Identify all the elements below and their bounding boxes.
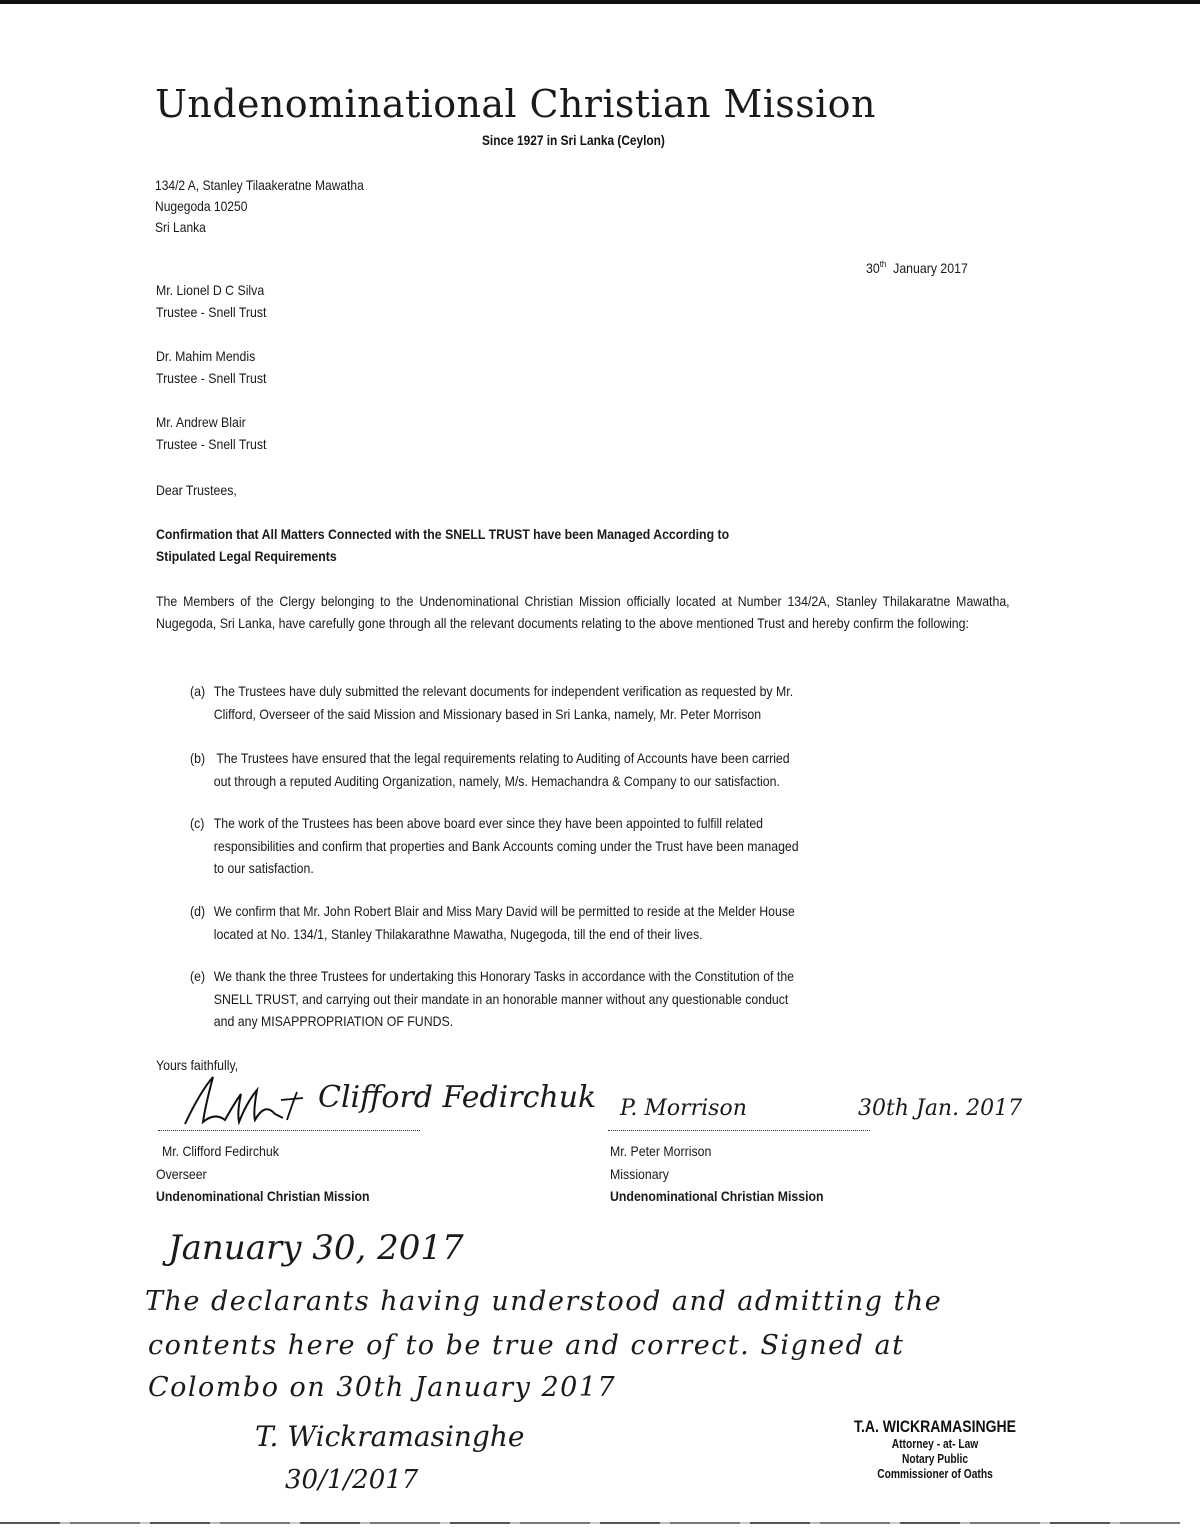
address-line-2: Nugegoda 10250 [155, 198, 248, 214]
item-label: (c) [190, 815, 205, 831]
handwritten-line-1: The declarants having understood and admitting the [145, 1286, 943, 1317]
item-line: and any MISAPPROPRIATION OF FUNDS. [213, 1013, 454, 1029]
recipient-2-role: Trustee - Snell Trust [156, 370, 267, 386]
recipient-3-name: Mr. Andrew Blair [156, 414, 246, 430]
signature-line-2 [608, 1130, 870, 1131]
confirmation-item-c [190, 812, 1008, 880]
item-line: The work of the Trustees has been above board ever since they have been appointed to fulfill related [213, 815, 764, 831]
handwritten-line-2: contents here of to be true and correct. Signed at [148, 1330, 905, 1361]
recipient-3-role: Trustee - Snell Trust [156, 436, 267, 452]
confirmation-item-e [190, 965, 1008, 1033]
scan-bottom-edge [0, 1522, 1180, 1524]
recipient-1-role: Trustee - Snell Trust [156, 304, 267, 320]
signatory-2-name: Mr. Peter Morrison [610, 1143, 712, 1159]
notary-sign-date: 30/1/2017 [285, 1465, 419, 1495]
stamp-line: Attorney - at- Law [891, 1437, 979, 1451]
signatory-1-title: Overseer [156, 1166, 207, 1182]
stamp-line: Commissioner of Oaths [877, 1467, 993, 1481]
confirmation-item-a [190, 680, 1008, 725]
item-label: (a) [190, 683, 206, 699]
letterhead-title: Undenominational Christian Mission [155, 82, 876, 126]
closing: Yours faithfully, [156, 1057, 239, 1073]
item-line: The Trustees have ensured that the legal requirements relating to Auditing of Accounts have been carried [216, 750, 790, 766]
letter-date [866, 259, 968, 276]
item-label: (b) [190, 750, 206, 766]
item-line: Clifford, Overseer of the said Mission and Missionary based in Sri Lanka, namely, Mr. Peter Morrison [213, 705, 762, 722]
stamp-name: T.A. WICKRAMASINGHE [853, 1418, 1017, 1436]
scan-top-edge [0, 0, 1200, 4]
item-line: SNELL TRUST, and carrying out their mandate in an honorable manner without any questionable conduct [213, 990, 789, 1007]
item-label: (e) [190, 968, 206, 984]
subject-line-2: Stipulated Legal Requirements [156, 548, 337, 564]
signature-line-1 [158, 1130, 420, 1131]
signatory-1-name: Mr. Clifford Fedirchuk [162, 1143, 279, 1159]
date-suffix: th [879, 259, 887, 269]
signatory-2-title: Missionary [610, 1166, 669, 1182]
notary-stamp [815, 1418, 1055, 1482]
item-label: (d) [190, 903, 206, 919]
address-line-3: Sri Lanka [155, 219, 206, 235]
confirmation-item-b [190, 747, 1008, 792]
item-line: responsibilities and confirm that properties and Bank Accounts coming under the Trust have been managed [213, 837, 799, 854]
handwritten-line-3: Colombo on 30th January 2017 [148, 1372, 617, 1403]
salutation: Dear Trustees, [156, 482, 237, 498]
date-day: 30 [866, 260, 880, 276]
subject-line-1: Confirmation that All Matters Connected with the SNELL TRUST have been Managed According to [156, 526, 730, 542]
signature-morrison-date: 30th Jan. 2017 [858, 1096, 1023, 1121]
confirmation-item-d [190, 900, 1008, 945]
recipient-1-name: Mr. Lionel D C Silva [156, 282, 265, 298]
signatory-1-org: Undenominational Christian Mission [156, 1188, 370, 1204]
letterhead-tagline: Since 1927 in Sri Lanka (Ceylon) [482, 133, 665, 148]
item-line: We thank the three Trustees for undertaking this Honorary Tasks in accordance with the Constitution of the [213, 968, 795, 984]
recipient-2-name: Dr. Mahim Mendis [156, 348, 256, 364]
signature-morrison: P. Morrison [620, 1096, 747, 1121]
intro-paragraph: The Members of the Clergy belonging to the Undenominational Christian Mission officially located at Number 134/2A, Stanley Thilakaratne Mawatha, Nugegoda, Sri Lanka, have carefully gone through all the relevant documents relating to the above mentioned Trust and hereby confirm the following: [156, 593, 1010, 631]
signature-fedirchuk-text: Clifford Fedirchuk [318, 1080, 597, 1115]
notary-signature: T. Wickramasinghe [255, 1420, 525, 1453]
item-line: located at No. 134/1, Stanley Thilakarathne Mawatha, Nugegoda, till the end of their lives. [213, 925, 703, 942]
address-line-1: 134/2 A, Stanley Tilaakeratne Mawatha [155, 177, 364, 193]
handwritten-date: January 30, 2017 [168, 1228, 464, 1268]
stamp-line: Notary Public [901, 1452, 969, 1466]
item-line: We confirm that Mr. John Robert Blair and Miss Mary David will be permitted to reside at the Melder House [213, 903, 795, 919]
item-line: The Trustees have duly submitted the relevant documents for independent verification as requested by Mr. [213, 683, 794, 699]
item-line: to our satisfaction. [213, 860, 314, 876]
signatory-2-org: Undenominational Christian Mission [610, 1188, 824, 1204]
item-line: out through a reputed Auditing Organization, namely, M/s. Hemachandra & Company to our satisfaction. [213, 772, 780, 789]
date-rest: January 2017 [893, 260, 968, 276]
